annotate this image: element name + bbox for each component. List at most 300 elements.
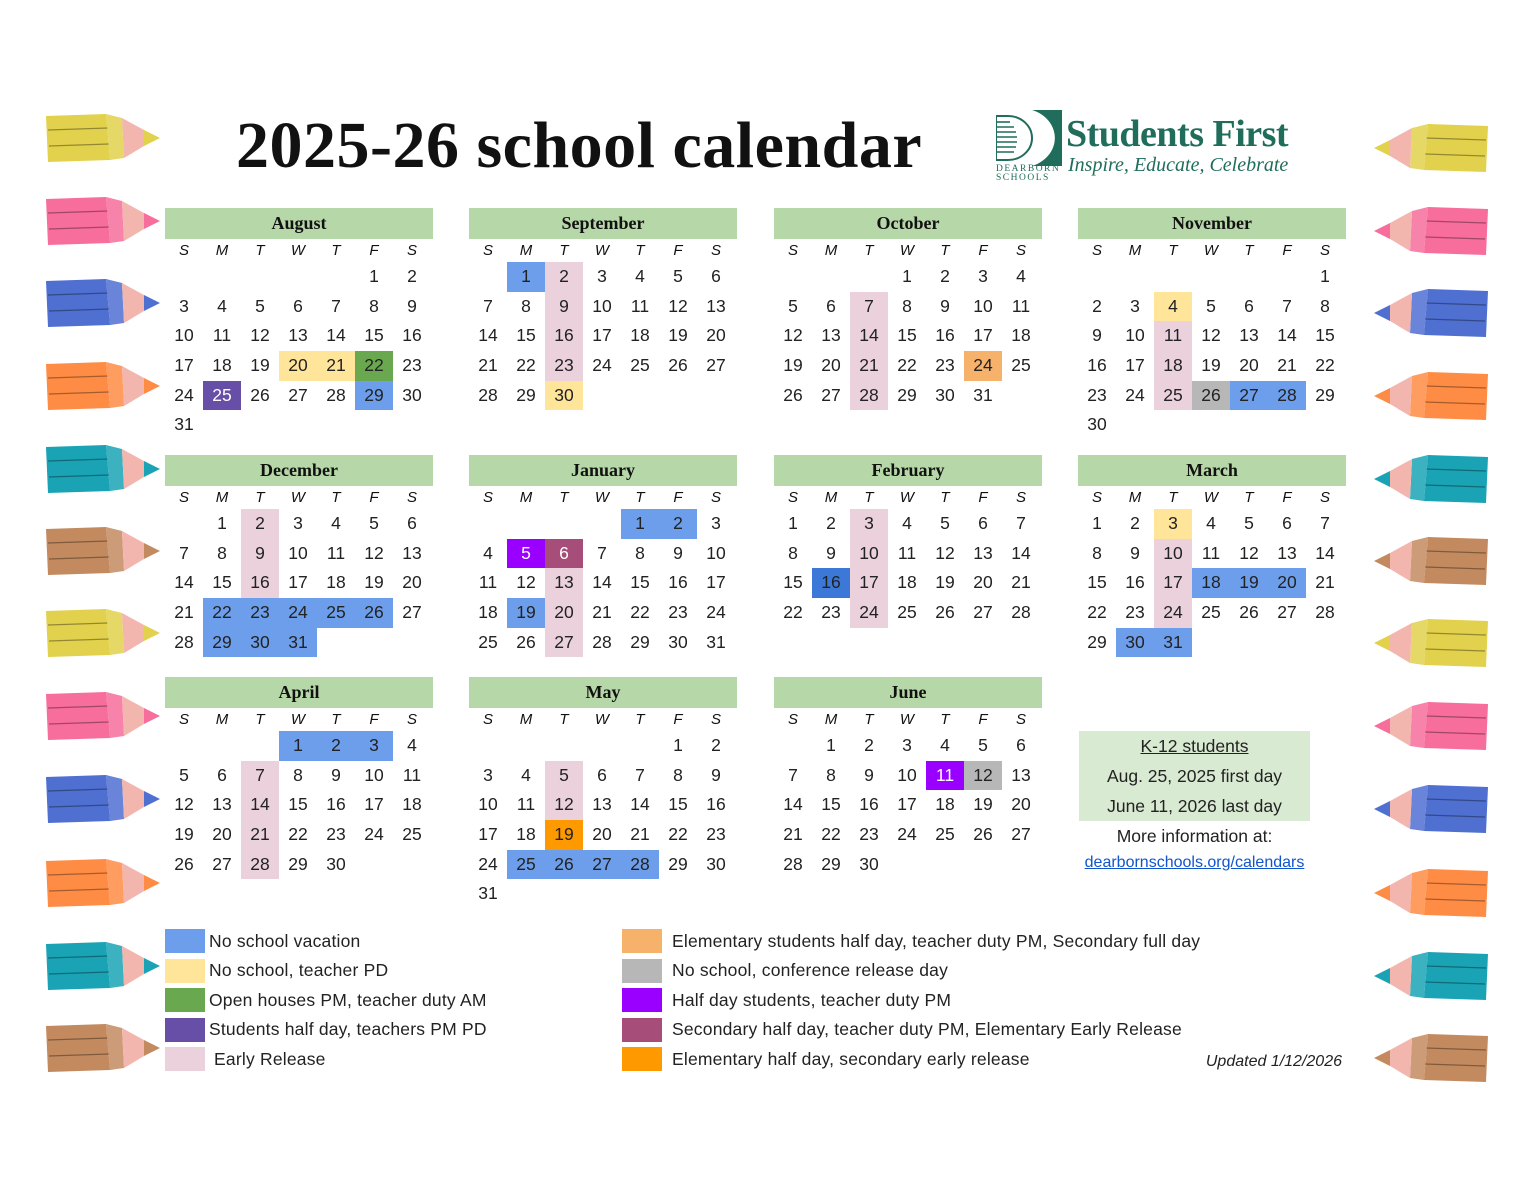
- month-header: February: [774, 455, 1042, 486]
- pencil-icon: [44, 607, 162, 664]
- pencil-icon: [1372, 205, 1490, 262]
- week-row: [774, 351, 1042, 381]
- day-cell: 28: [1011, 602, 1031, 623]
- legend-swatch: [622, 988, 662, 1012]
- pencil-icon: [44, 360, 162, 417]
- month-header: September: [469, 208, 737, 239]
- weekday-label: W: [290, 711, 306, 728]
- legend-label: Open houses PM, teacher duty AM: [209, 989, 487, 1010]
- day-cell: 19: [973, 794, 993, 815]
- week-row: [469, 262, 737, 292]
- empty-cell: [1116, 262, 1154, 292]
- day-cell: 13: [973, 542, 993, 563]
- day-cell: 4: [483, 542, 493, 563]
- empty-cell: [697, 381, 735, 411]
- day-cell: 28: [478, 384, 498, 405]
- day-cell: 19: [174, 824, 194, 845]
- day-cell: 13: [592, 794, 612, 815]
- day-cell: 22: [630, 602, 650, 623]
- weekday-label: S: [1091, 242, 1102, 259]
- day-cell: 18: [516, 824, 536, 845]
- week-row: [469, 628, 737, 658]
- day-cell: 7: [331, 295, 341, 316]
- week-row: [165, 628, 433, 658]
- empty-cell: [469, 262, 507, 292]
- day-cell: 1: [621, 509, 659, 539]
- day-cell: 27: [288, 384, 308, 405]
- weekday-label: W: [899, 489, 915, 506]
- day-cell: 27: [706, 355, 726, 376]
- empty-cell: [279, 410, 317, 440]
- day-cell: 18: [1011, 325, 1031, 346]
- pencil-icon: [1372, 122, 1490, 179]
- legend-label: Elementary half day, secondary early release: [672, 1048, 1030, 1069]
- day-cell: 18: [897, 572, 917, 593]
- day-cell: 15: [783, 572, 803, 593]
- day-cell: 9: [1092, 325, 1102, 346]
- day-cell: 24: [279, 598, 317, 628]
- day-cell: 25: [203, 381, 241, 411]
- week-row: [165, 321, 433, 351]
- legend-item: [622, 1017, 1182, 1043]
- day-cell: 20: [402, 572, 422, 593]
- district-logo: [996, 110, 1289, 186]
- weekday-label: F: [673, 711, 683, 728]
- legend-swatch: [622, 959, 662, 983]
- day-cell: 20: [212, 824, 232, 845]
- weekday-label: M: [1128, 242, 1142, 259]
- day-cell: 28: [592, 631, 612, 652]
- day-cell: 2: [317, 731, 355, 761]
- day-cell: 16: [668, 572, 688, 593]
- day-cell: 16: [812, 568, 850, 598]
- legend-swatch: [165, 929, 205, 953]
- day-cell: 7: [788, 764, 798, 785]
- empty-cell: [469, 731, 507, 761]
- day-cell: 14: [592, 572, 612, 593]
- day-cell: 27: [212, 853, 232, 874]
- day-cell: 31: [973, 384, 993, 405]
- month-header: January: [469, 455, 737, 486]
- week-row: [774, 381, 1042, 411]
- day-cell: 9: [241, 539, 279, 569]
- day-cell: 23: [935, 355, 955, 376]
- day-cell: 8: [521, 295, 531, 316]
- pencil-icon: [1372, 867, 1490, 924]
- day-cell: 27: [973, 602, 993, 623]
- day-cell: 29: [897, 384, 917, 405]
- empty-cell: [317, 262, 355, 292]
- day-cell: 22: [1315, 355, 1335, 376]
- weekday-label: F: [673, 242, 683, 259]
- weekday-header-row: [1078, 486, 1346, 509]
- day-cell: 30: [668, 631, 688, 652]
- day-cell: 9: [331, 764, 341, 785]
- empty-cell: [203, 731, 241, 761]
- day-cell: 13: [706, 295, 726, 316]
- day-cell: 5: [1244, 513, 1254, 533]
- legend-label: No school, conference release day: [672, 960, 949, 981]
- empty-cell: [545, 731, 583, 761]
- day-cell: 21: [174, 602, 194, 623]
- day-cell: 21: [630, 824, 650, 845]
- day-cell: 8: [369, 295, 379, 316]
- weekday-label: S: [1015, 489, 1026, 506]
- day-cell: 17: [592, 325, 612, 346]
- empty-cell: [697, 879, 735, 909]
- empty-cell: [1116, 410, 1154, 440]
- day-cell: 1: [902, 266, 912, 286]
- weekday-header-row: [469, 708, 737, 731]
- day-cell: 5: [369, 513, 379, 533]
- legend-label: Early Release: [209, 1048, 326, 1069]
- day-cell: 25: [317, 598, 355, 628]
- day-cell: 26: [668, 355, 688, 376]
- day-cell: 14: [783, 794, 803, 815]
- day-cell: 20: [545, 598, 583, 628]
- month-march: [1078, 455, 1346, 657]
- weekday-label: M: [215, 242, 229, 259]
- day-cell: 14: [1315, 542, 1335, 563]
- weekday-label: W: [1203, 242, 1219, 259]
- day-cell: 17: [850, 568, 888, 598]
- day-cell: 29: [516, 384, 536, 405]
- weekday-label: S: [406, 242, 417, 259]
- empty-cell: [1230, 410, 1268, 440]
- empty-cell: [317, 410, 355, 440]
- empty-cell: [583, 381, 621, 411]
- weekday-label: S: [1015, 711, 1026, 728]
- day-cell: 6: [826, 295, 836, 316]
- weekday-label: S: [787, 489, 798, 506]
- weekday-label: W: [290, 489, 306, 506]
- empty-cell: [507, 879, 545, 909]
- day-cell: 29: [668, 853, 688, 874]
- day-cell: 9: [711, 764, 721, 785]
- day-cell: 24: [592, 355, 612, 376]
- legend-label: Secondary half day, teacher duty PM, Elementary Early Release: [672, 1019, 1182, 1040]
- day-cell: 20: [279, 351, 317, 381]
- day-cell: 10: [174, 325, 194, 346]
- week-row: [469, 509, 737, 539]
- day-cell: 11: [402, 764, 422, 785]
- day-cell: 11: [926, 761, 964, 791]
- day-cell: 25: [1011, 355, 1031, 376]
- day-cell: 17: [897, 794, 917, 815]
- week-row: [165, 381, 433, 411]
- weekday-label: F: [369, 711, 379, 728]
- day-cell: 21: [317, 351, 355, 381]
- pencil-icon: [44, 1022, 162, 1079]
- day-cell: 10: [706, 542, 726, 563]
- empty-cell: [812, 262, 850, 292]
- day-cell: 22: [355, 351, 393, 381]
- week-row: [1078, 321, 1346, 351]
- day-cell: 3: [978, 266, 988, 286]
- week-row: [469, 761, 737, 791]
- day-cell: 18: [478, 602, 498, 623]
- day-cell: 2: [711, 735, 721, 755]
- empty-cell: [1078, 262, 1116, 292]
- week-row: [774, 761, 1042, 791]
- day-cell: 20: [973, 572, 993, 593]
- day-cell: 6: [1244, 295, 1254, 316]
- day-cell: 12: [545, 790, 583, 820]
- day-cell: 22: [821, 824, 841, 845]
- day-cell: 18: [326, 572, 346, 593]
- day-cell: 19: [507, 598, 545, 628]
- legend-item: [622, 1046, 1030, 1072]
- weekday-label: T: [331, 242, 341, 259]
- month-header: June: [774, 677, 1042, 708]
- day-cell: 4: [1154, 292, 1192, 322]
- weekday-label: T: [864, 489, 874, 506]
- pencil-icon: [44, 690, 162, 747]
- day-cell: 26: [935, 602, 955, 623]
- empty-cell: [1192, 262, 1230, 292]
- empty-cell: [165, 509, 203, 539]
- day-cell: 17: [1154, 568, 1192, 598]
- weekday-label: S: [1091, 489, 1102, 506]
- day-cell: 5: [978, 735, 988, 755]
- day-cell: 10: [478, 794, 498, 815]
- day-cell: 29: [1087, 631, 1107, 652]
- day-cell: 9: [407, 295, 417, 316]
- day-cell: 8: [788, 542, 798, 563]
- day-cell: 16: [859, 794, 879, 815]
- week-row: [774, 539, 1042, 569]
- weekday-label: F: [673, 489, 683, 506]
- day-cell: 23: [706, 824, 726, 845]
- day-cell: 11: [897, 542, 917, 563]
- day-cell: 24: [174, 384, 194, 405]
- weekday-label: T: [940, 242, 950, 259]
- day-cell: 2: [407, 266, 417, 286]
- day-cell: 10: [288, 542, 308, 563]
- week-row: [774, 850, 1042, 880]
- day-cell: 9: [864, 764, 874, 785]
- day-cell: 5: [507, 539, 545, 569]
- week-row: [1078, 628, 1346, 658]
- day-cell: 23: [402, 355, 422, 376]
- day-cell: 1: [369, 266, 379, 286]
- day-cell: 15: [821, 794, 841, 815]
- legend-swatch: [165, 1047, 205, 1071]
- day-cell: 3: [711, 513, 721, 533]
- month-november: [1078, 208, 1346, 440]
- empty-cell: [355, 628, 393, 658]
- empty-cell: [1230, 262, 1268, 292]
- day-cell: 14: [174, 572, 194, 593]
- day-cell: 27: [583, 850, 621, 880]
- day-cell: 12: [1239, 542, 1259, 563]
- day-cell: 13: [1011, 764, 1031, 785]
- day-cell: 24: [478, 853, 498, 874]
- day-cell: 3: [850, 509, 888, 539]
- day-cell: 12: [964, 761, 1002, 791]
- weekday-label: S: [1319, 242, 1330, 259]
- day-cell: 11: [212, 325, 232, 346]
- day-cell: 6: [293, 295, 303, 316]
- day-cell: 28: [783, 853, 803, 874]
- empty-cell: [583, 879, 621, 909]
- week-row: [469, 381, 737, 411]
- day-cell: 5: [255, 295, 265, 316]
- empty-cell: [241, 731, 279, 761]
- day-cell: 8: [293, 764, 303, 785]
- day-cell: 17: [174, 355, 194, 376]
- day-cell: 21: [783, 824, 803, 845]
- day-cell: 25: [507, 850, 545, 880]
- legend-swatch: [622, 1047, 662, 1071]
- logo-title: Students First: [1066, 113, 1289, 155]
- week-row: [165, 292, 433, 322]
- weekday-label: T: [255, 489, 265, 506]
- day-cell: 30: [326, 853, 346, 874]
- weekday-label: M: [215, 711, 229, 728]
- day-cell: 7: [179, 542, 189, 563]
- day-cell: 4: [902, 513, 912, 533]
- day-cell: 21: [1011, 572, 1031, 593]
- day-cell: 30: [402, 384, 422, 405]
- empty-cell: [1002, 850, 1040, 880]
- month-header: December: [165, 455, 433, 486]
- empty-cell: [507, 509, 545, 539]
- day-cell: 25: [1201, 602, 1221, 623]
- day-cell: 11: [326, 542, 346, 563]
- day-cell: 12: [783, 325, 803, 346]
- day-cell: 2: [659, 509, 697, 539]
- day-cell: 9: [826, 542, 836, 563]
- empty-cell: [393, 410, 431, 440]
- weekday-label: S: [710, 711, 721, 728]
- day-cell: 2: [1130, 513, 1140, 533]
- day-cell: 12: [1201, 325, 1221, 346]
- day-cell: 8: [635, 542, 645, 563]
- day-cell: 11: [516, 794, 536, 815]
- empty-cell: [203, 262, 241, 292]
- day-cell: 12: [516, 572, 536, 593]
- weekday-label: M: [215, 489, 229, 506]
- day-cell: 19: [364, 572, 384, 593]
- day-cell: 14: [1277, 325, 1297, 346]
- day-cell: 21: [1315, 572, 1335, 593]
- empty-cell: [1154, 262, 1192, 292]
- weekday-label: S: [482, 711, 493, 728]
- calendars-link[interactable]: dearbornschools.org/calendars: [1084, 854, 1305, 871]
- weekday-label: T: [331, 489, 341, 506]
- day-cell: 18: [1192, 568, 1230, 598]
- empty-cell: [241, 262, 279, 292]
- day-cell: 3: [902, 735, 912, 755]
- day-cell: 10: [1125, 325, 1145, 346]
- month-header: August: [165, 208, 433, 239]
- pencil-icon: [1372, 453, 1490, 510]
- weekday-label: F: [369, 489, 379, 506]
- day-cell: 15: [288, 794, 308, 815]
- day-cell: 11: [478, 572, 498, 593]
- day-cell: 10: [850, 539, 888, 569]
- day-cell: 17: [288, 572, 308, 593]
- week-row: [165, 598, 433, 628]
- day-cell: 30: [935, 384, 955, 405]
- week-row: [165, 509, 433, 539]
- day-cell: 29: [355, 381, 393, 411]
- day-cell: 20: [821, 355, 841, 376]
- day-cell: 24: [850, 598, 888, 628]
- month-february: [774, 455, 1042, 628]
- day-cell: 4: [1016, 266, 1026, 286]
- day-cell: 2: [545, 262, 583, 292]
- weekday-label: T: [635, 711, 645, 728]
- day-cell: 17: [478, 824, 498, 845]
- month-september: [469, 208, 737, 410]
- pencil-icon: [44, 277, 162, 334]
- pencil-icon: [44, 525, 162, 582]
- empty-cell: [583, 731, 621, 761]
- week-row: [165, 410, 433, 440]
- k12-last-day: June 11, 2026 last day: [1107, 796, 1282, 816]
- empty-cell: [545, 879, 583, 909]
- legend-item: [165, 928, 360, 954]
- weekday-label: F: [978, 711, 988, 728]
- empty-cell: [203, 410, 241, 440]
- week-row: [469, 879, 737, 909]
- day-cell: 4: [940, 735, 950, 755]
- weekday-label: S: [482, 242, 493, 259]
- empty-cell: [621, 381, 659, 411]
- day-cell: 22: [1087, 602, 1107, 623]
- day-cell: 21: [478, 355, 498, 376]
- day-cell: 4: [407, 735, 417, 755]
- day-cell: 31: [706, 631, 726, 652]
- weekday-label: F: [978, 489, 988, 506]
- month-header: October: [774, 208, 1042, 239]
- day-cell: 28: [850, 381, 888, 411]
- day-cell: 31: [174, 414, 194, 435]
- day-cell: 14: [478, 325, 498, 346]
- day-cell: 26: [545, 850, 583, 880]
- empty-cell: [621, 879, 659, 909]
- empty-cell: [1230, 628, 1268, 658]
- empty-cell: [964, 850, 1002, 880]
- week-row: [469, 850, 737, 880]
- day-cell: 12: [250, 325, 270, 346]
- weekday-label: T: [255, 711, 265, 728]
- pencil-icon: [44, 857, 162, 914]
- empty-cell: [926, 850, 964, 880]
- day-cell: 27: [1277, 602, 1297, 623]
- day-cell: 15: [212, 572, 232, 593]
- day-cell: 24: [897, 824, 917, 845]
- day-cell: 22: [668, 824, 688, 845]
- day-cell: 15: [364, 325, 384, 346]
- weekday-label: M: [824, 489, 838, 506]
- day-cell: 8: [217, 542, 227, 563]
- day-cell: 13: [1277, 542, 1297, 563]
- empty-cell: [659, 879, 697, 909]
- weekday-header-row: [1078, 239, 1346, 262]
- day-cell: 15: [516, 325, 536, 346]
- week-row: [1078, 292, 1346, 322]
- day-cell: 12: [174, 794, 194, 815]
- day-cell: 1: [279, 731, 317, 761]
- day-cell: 6: [1282, 513, 1292, 533]
- weekday-label: S: [787, 711, 798, 728]
- weekday-label: T: [559, 711, 569, 728]
- week-row: [774, 790, 1042, 820]
- day-cell: 7: [1016, 513, 1026, 533]
